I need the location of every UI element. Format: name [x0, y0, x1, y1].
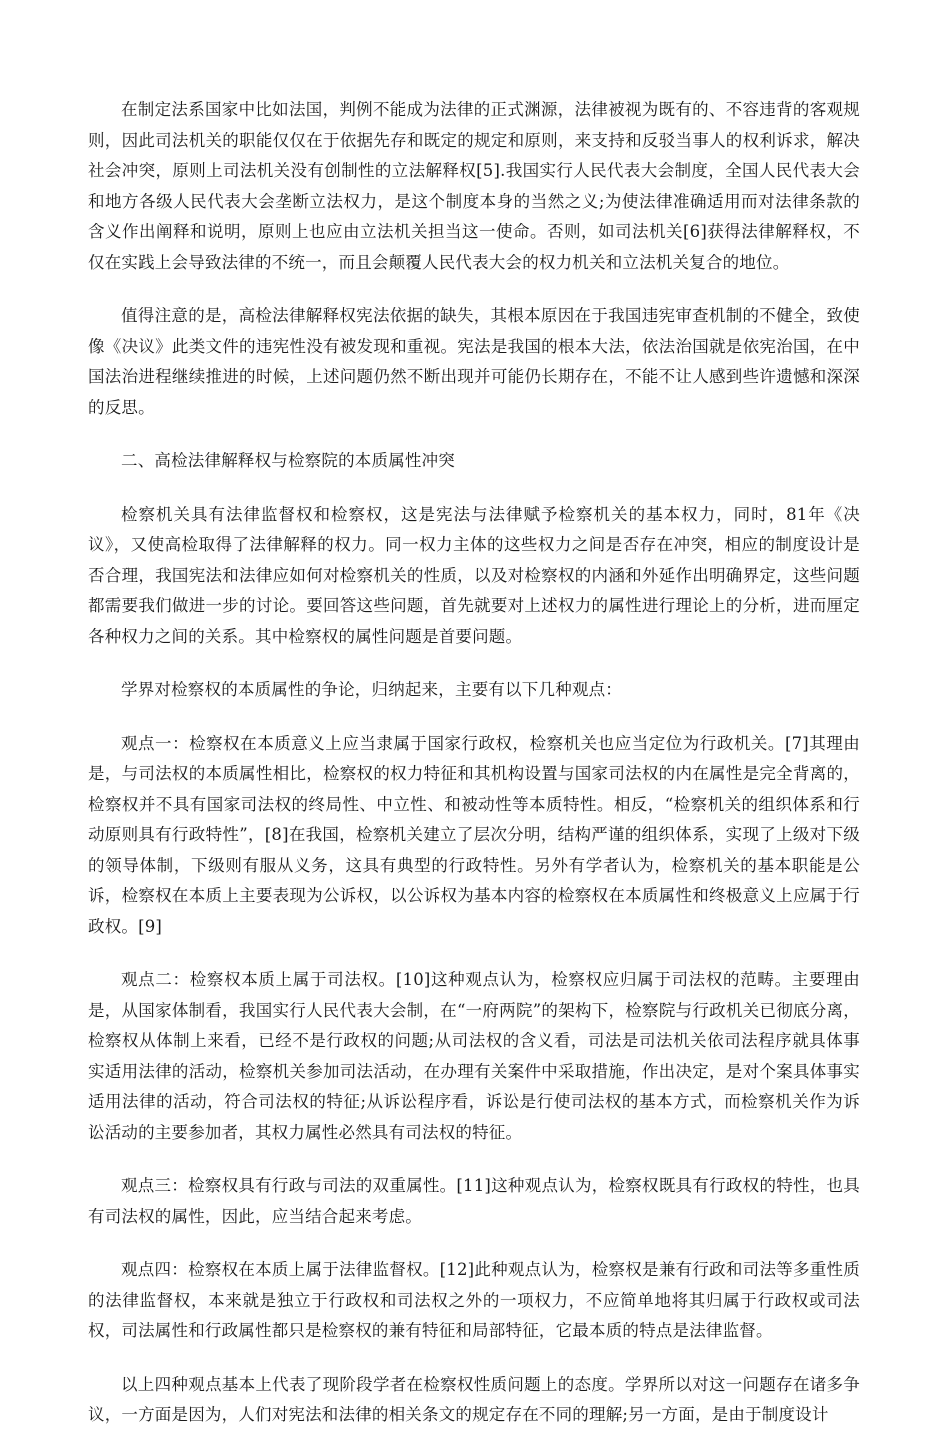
paragraph-debate-intro: 学界对检察权的本质属性的争论，归纳起来，主要有以下几种观点： — [121, 680, 622, 699]
section-heading-2: 二、高检法律解释权与检察院的本质属性冲突 — [121, 451, 455, 470]
paragraph-civil-law-system: 在制定法系国家中比如法国，判例不能成为法律的正式渊源，法律被视为既有的、不容违背的客观规则，因此司法机关的职能仅仅在于依据先存和既定的规定和原则，来支持和反驳当事人的权利诉求，解决社会冲突，原则上司法机关没有创制性的立法解释权[5].我国实行人民代表大会制度，全国人民代表大会和地方各级人民代表大会垄断立法权力，是这个制度本身的当然之义;为使法律准确适用而对法律条款的含义作出阐释和说明，原则上也应由立法机关担当这一使命。否则，如司法机关[6]获得法律解释权，不仅在实践上会导致法律的不统一，而且会颠覆人民代表大会的权力机关和立法机关复合的地位。 — [88, 100, 860, 272]
paragraph-summary: 以上四种观点基本上代表了现阶段学者在检察权性质问题上的态度。学界所以对这一问题存在诸多争议，一方面是因为，人们对宪法和法律的相关条文的规定存在不同的理解;另一方面，是由于制度设计 — [88, 1374, 860, 1424]
paragraph-constitutional-review: 值得注意的是，高检法律解释权宪法依据的缺失，其根本原因在于我国违宪审查机制的不健全，致使像《决议》此类文件的违宪性没有被发现和重视。宪法是我国的根本大法，依法治国就是依宪治国，在中国法治进程继续推进的时候，上述问题仍然不断出现并可能仍长期存在，不能不让人感到些许遗憾和深深的反思。 — [88, 306, 860, 417]
paragraph-view-four: 观点四：检察权在本质上属于法律监督权。[12]此种观点认为，检察权是兼有行政和司法等多重性质的法律监督权，本来就是独立于行政权和司法权之外的一项权力，不应简单地将其归属于行政权或司法权，司法属性和行政属性都只是检察权的兼有特征和局部特征，它最本质的特点是法律监督。 — [88, 1260, 860, 1340]
paragraph-view-one: 观点一：检察权在本质意义上应当隶属于国家行政权，检察机关也应当定位为行政机关。[7]其理由是，与司法权的本质属性相比，检察权的权力特征和其机构设置与国家司法权的内在属性是完全背离的，检察权并不具有国家司法权的终局性、中立性、和被动性等本质特性。相反，“检察机关的组织体系和行动原则具有行政特性”，[8]在我国，检察机关建立了层次分明，结构严谨的组织体系，实现了上级对下级的领导体制，下级则有服从义务，这具有典型的行政特性。另外有学者认为，检察机关的基本职能是公诉，检察权在本质上主要表现为公诉权，以公诉权为基本内容的检察权在本质属性和终极意义上应属于行政权。[9] — [88, 733, 860, 936]
paragraph-view-three: 观点三：检察权具有行政与司法的双重属性。[11]这种观点认为，检察权既具有行政权的特性，也具有司法权的属性，因此，应当结合起来考虑。 — [88, 1176, 860, 1226]
paragraph-procuratorate-powers: 检察机关具有法律监督权和检察权，这是宪法与法律赋予检察机关的基本权力，同时，81年《决议》，又使高检取得了法律解释的权力。同一权力主体的这些权力之间是否存在冲突，相应的制度设计是否合理，我国宪法和法律应如何对检察机关的性质，以及对检察权的内涵和外延作出明确界定，这些问题都需要我们做进一步的讨论。要回答这些问题，首先就要对上述权力的属性进行理论上的分析，进而厘定各种权力之间的关系。其中检察权的属性问题是首要问题。 — [88, 504, 860, 646]
document-body — [88, 95, 860, 1454]
paragraph-view-two: 观点二：检察权本质上属于司法权。[10]这种观点认为，检察权应归属于司法权的范畴。主要理由是，从国家体制看，我国实行人民代表大会制，在“一府两院”的架构下，检察院与行政机关已彻底分离，检察权从体制上来看，已经不是行政权的问题;从司法权的含义看，司法是司法机关依司法程序就具体事实适用法律的活动，检察机关参加司法活动，在办理有关案件中采取措施，作出决定，是对个案具体事实适用法律的活动，符合司法权的特征;从诉讼程序看，诉讼是行使司法权的基本方式，而检察机关作为诉讼活动的主要参加者，其权力属性必然具有司法权的特征。 — [88, 970, 860, 1142]
